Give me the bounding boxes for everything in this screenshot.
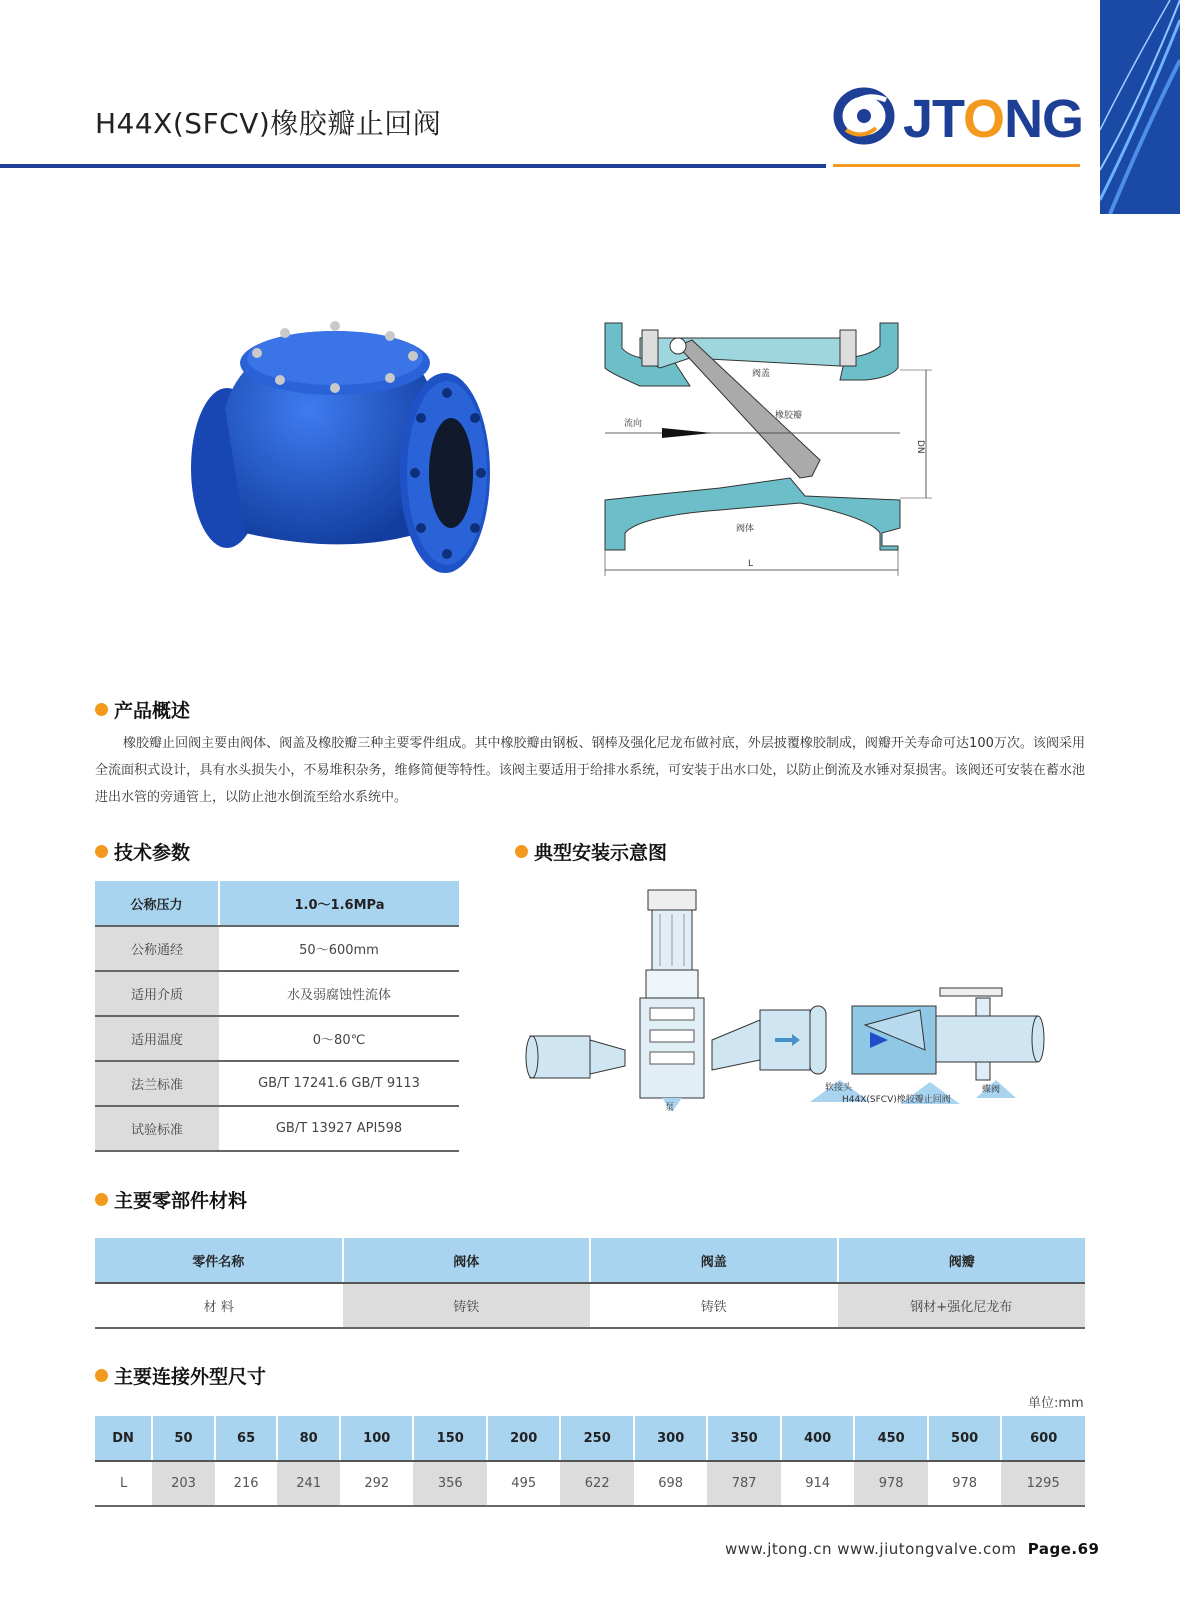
param-key: 试验标准 (95, 1106, 219, 1151)
l-cell: 241 (277, 1461, 340, 1506)
table-row (95, 1416, 1085, 1461)
page-title: H44X(SFCV)橡胶瓣止回阀 (95, 107, 442, 140)
header-rule-orange (833, 164, 1080, 167)
logo-swirl-icon (832, 82, 902, 150)
dn-cell: 150 (413, 1416, 486, 1461)
l-cell: 622 (560, 1461, 633, 1506)
materials-cell: 铸铁 (343, 1283, 591, 1328)
params-table (95, 881, 459, 1152)
bullet-dot (95, 845, 108, 858)
params-heading-text: 技术参数 (114, 842, 191, 864)
dn-cell: 250 (560, 1416, 633, 1461)
param-key: 适用介质 (95, 971, 219, 1016)
label-soft-joint: 软接头 (825, 1083, 853, 1093)
materials-table (95, 1238, 1085, 1329)
bullet-dot (95, 703, 108, 716)
install-heading-text: 典型安装示意图 (534, 842, 668, 864)
dn-header: DN (95, 1416, 152, 1461)
table-row (95, 881, 459, 926)
label-dn: DN (915, 440, 925, 454)
table-row (95, 1283, 1085, 1328)
dn-cell: 80 (277, 1416, 340, 1461)
materials-header-cell: 阀瓣 (838, 1238, 1086, 1283)
table-row (95, 971, 459, 1016)
materials-cell: 钢材+强化尼龙布 (838, 1283, 1086, 1328)
overview-text: 橡胶瓣止回阀主要由阀体、阀盖及橡胶瓣三种主要零件组成。其中橡胶瓣由钢板、钢棒及强化尼龙布做衬底，外层披覆橡胶制成，阀瓣开关寿命可达100万次。该阀采用全流面积式设计，具有水头损失小，不易堆积杂务，维修简便等特性。该阀主要适用于给排水系统，可安装于出水口处，以防止倒流及水锤对泵损害。该阀还可安装在蓄水池进出水管的旁通管上，以防止池水倒流至给水系统中。 (95, 736, 1085, 805)
dn-cell: 500 (928, 1416, 1001, 1461)
param-key: 适用温度 (95, 1016, 219, 1061)
param-value: 水及弱腐蚀性流体 (219, 971, 459, 1016)
dn-cell: 350 (707, 1416, 780, 1461)
dn-cell: 50 (152, 1416, 215, 1461)
materials-header-cell: 阀盖 (590, 1238, 838, 1283)
dn-cell: 300 (634, 1416, 707, 1461)
l-cell: 978 (928, 1461, 1001, 1506)
param-value: GB/T 17241.6 GB/T 9113 (219, 1061, 459, 1106)
dims-heading (95, 1362, 266, 1389)
logo-prefix: JT (903, 89, 964, 149)
footer (725, 1540, 1100, 1558)
param-key: 公称通经 (95, 926, 219, 971)
param-value: GB/T 13927 API598 (219, 1106, 459, 1151)
param-value: 0～80℃ (219, 1016, 459, 1061)
table-row (95, 926, 459, 971)
table-row (95, 1106, 459, 1151)
dn-cell: 200 (487, 1416, 560, 1461)
bullet-dot (515, 845, 528, 858)
dn-cell: 100 (340, 1416, 413, 1461)
dims-heading-text: 主要连接外型尺寸 (114, 1366, 267, 1388)
overview-heading-text: 产品概述 (114, 700, 191, 722)
bullet-dot (95, 1193, 108, 1206)
param-value: 1.0～1.6MPa (219, 881, 459, 926)
label-disc: 橡胶瓣 (775, 411, 803, 421)
label-body: 阀体 (736, 524, 755, 534)
l-header: L (95, 1461, 152, 1506)
table-row (95, 1061, 459, 1106)
table-row (95, 1461, 1085, 1506)
label-butterfly-valve: 蝶阀 (982, 1085, 1001, 1095)
install-heading (515, 838, 667, 865)
l-cell: 787 (707, 1461, 780, 1506)
label-check-valve: H44X(SFCV)橡胶瓣止回阀 (842, 1095, 951, 1105)
materials-header-cell: 阀体 (343, 1238, 591, 1283)
label-l: L (748, 559, 754, 569)
product-photo (185, 318, 505, 587)
materials-cell: 铸铁 (590, 1283, 838, 1328)
l-cell: 978 (854, 1461, 927, 1506)
table-row (95, 1016, 459, 1061)
logo-o: O (963, 89, 1005, 149)
logo-suffix: NG (1004, 89, 1084, 149)
label-bonnet: 阀盖 (752, 369, 771, 379)
corner-decoration (1100, 0, 1180, 214)
label-pump: 泵 (665, 1103, 675, 1113)
l-cell: 292 (340, 1461, 413, 1506)
l-cell: 698 (634, 1461, 707, 1506)
section-diagram (600, 318, 940, 587)
dims-table (95, 1416, 1085, 1507)
overview-heading (95, 696, 190, 723)
label-flow: 流向 (624, 419, 643, 429)
materials-header-cell: 零件名称 (95, 1238, 343, 1283)
page-number: Page.69 (1027, 1540, 1100, 1558)
l-cell: 203 (152, 1461, 215, 1506)
l-cell: 1295 (1001, 1461, 1085, 1506)
dn-cell: 600 (1001, 1416, 1085, 1461)
l-cell: 356 (413, 1461, 486, 1506)
l-cell: 495 (487, 1461, 560, 1506)
param-key: 公称压力 (95, 881, 219, 926)
materials-cell: 材 料 (95, 1283, 343, 1328)
materials-heading (95, 1186, 247, 1213)
dn-cell: 450 (854, 1416, 927, 1461)
param-key: 法兰标准 (95, 1061, 219, 1106)
logo-wordmark (903, 88, 1083, 150)
materials-heading-text: 主要零部件材料 (114, 1190, 248, 1212)
dn-cell: 65 (215, 1416, 278, 1461)
bullet-dot (95, 1369, 108, 1382)
l-cell: 914 (781, 1461, 854, 1506)
params-heading (95, 838, 190, 865)
param-value: 50～600mm (219, 926, 459, 971)
header-rule-blue (0, 164, 826, 168)
unit-label: 单位:mm (1028, 1396, 1084, 1411)
install-diagram (520, 880, 1060, 1144)
dn-cell: 400 (781, 1416, 854, 1461)
footer-urls[interactable]: www.jtong.cn www.jiutongvalve.com (725, 1540, 1017, 1558)
l-cell: 216 (215, 1461, 278, 1506)
table-row (95, 1238, 1085, 1283)
